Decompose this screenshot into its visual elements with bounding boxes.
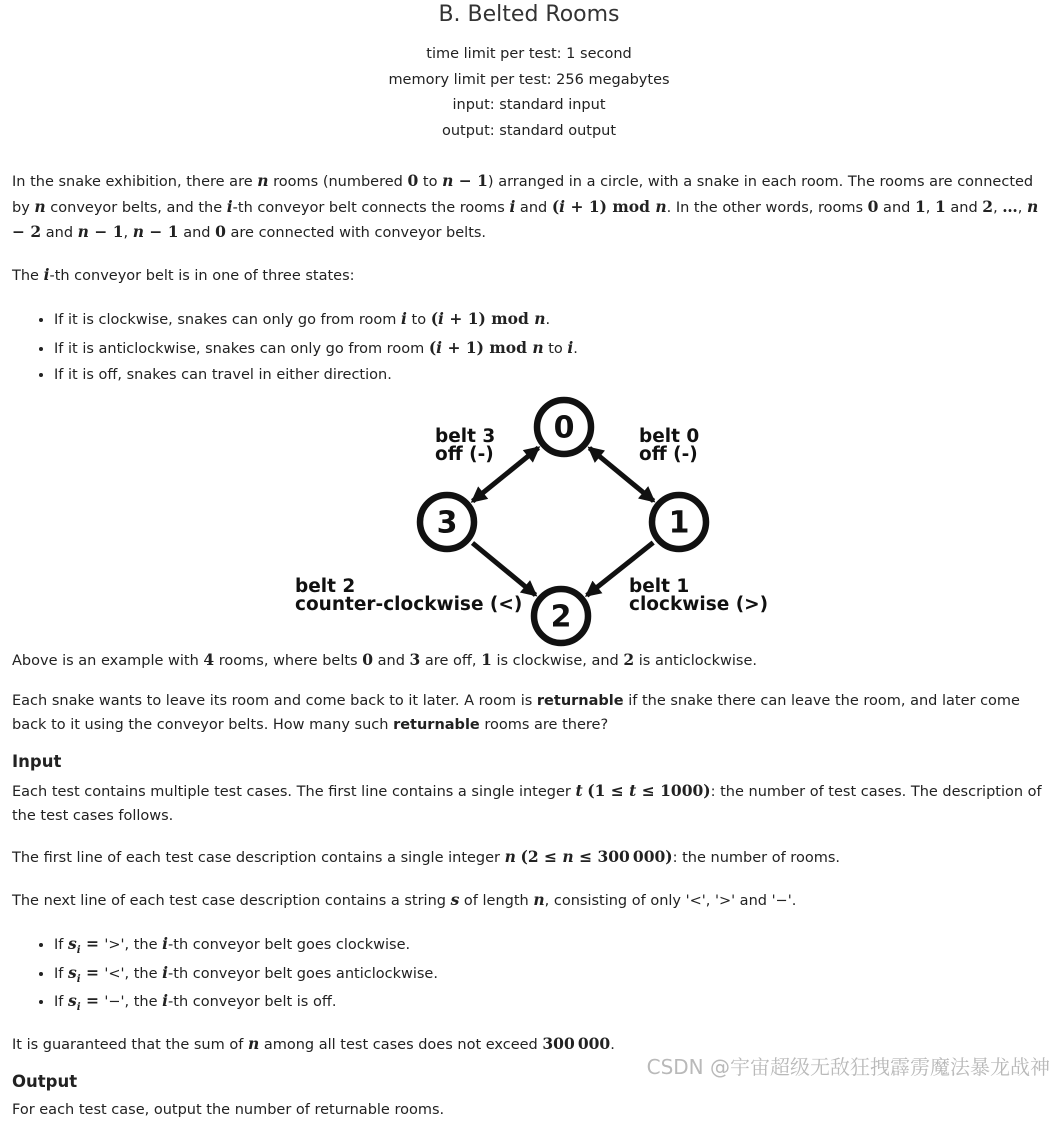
- belt-0-label: [639, 426, 699, 465]
- belt-3-label: [435, 426, 495, 465]
- belt-3-name: belt 3: [435, 425, 496, 447]
- list-item: • If $s_i$ = '−', the i-th conveyor belt is off.: [54, 989, 1046, 1015]
- belt-0-name: belt 0: [639, 425, 700, 447]
- list-item: • If it is clockwise, snakes can only go from room i to (i + 1) mod n.: [54, 307, 1046, 333]
- memory-limit: memory limit per test: 256 megabytes: [388, 71, 670, 88]
- belt-2-state: counter-clockwise (<): [295, 593, 523, 615]
- belt-3-state: off (-): [435, 443, 494, 465]
- statement-paragraph-4: Each snake wants to leave its room and come back to it later. A room is returnable if the snake there can leave the room, and later come back to it using the conveyor belts. How many such returnable rooms are there?: [12, 693, 1020, 733]
- input-paragraph-3: The next line of each test case description contains a string s of length n, consisting of only '<', '>' and '−'.: [12, 889, 797, 909]
- time-limit: time limit per test: 1 second: [426, 46, 632, 62]
- statement-paragraph-2: The i-th conveyor belt is in one of three states:: [12, 264, 355, 284]
- output-paragraph-1: For each test case, output the number of returnable rooms.: [12, 1102, 445, 1118]
- room-3-label: 3: [436, 505, 458, 540]
- input-heading: Input: [12, 752, 62, 771]
- problem-limits: [12, 42, 1046, 144]
- room-2-label: 2: [550, 599, 572, 634]
- input-paragraph-2: The first line of each test case description contains a single integer n (2 ≤ n ≤ 300 000): the number of rooms.: [12, 847, 840, 866]
- list-item: • If it is off, snakes can travel in either direction.: [54, 364, 1046, 388]
- input-file: input: standard input: [452, 97, 606, 113]
- room-1-label: 1: [668, 505, 690, 540]
- list-item: • If it is anticlockwise, snakes can only go from room (i + 1) mod n to i.: [54, 336, 1046, 362]
- statement-paragraph-3: Above is an example with 4 rooms, where belts 0 and 3 are off, 1 is clockwise, and 2 is anticlockwise.: [12, 649, 757, 669]
- problem-title: B. Belted Rooms: [438, 2, 620, 27]
- belt-diagram-figure: [289, 396, 769, 648]
- input-paragraph-1: Each test contains multiple test cases. The first line contains a single integer t (1 ≤ t ≤ 1000): the number of test cases. The description of the test cases follows.: [12, 781, 1042, 824]
- problem-statement: [12, 2, 1046, 1123]
- belt-2-label: [295, 576, 522, 615]
- statement-paragraph-1: In the snake exhibition, there are n rooms (numbered 0 to n − 1) arranged in a circle, with a snake in each room. The rooms are connected by n conveyor belts, and the i-th conveyor belt connects the rooms i and (i + 1) mod n. In the other words, rooms 0 and 1, 1 and 2, …, n − 2 and n − 1, n − 1 and 0 are connected with conveyor belts.: [12, 171, 1039, 241]
- belt-0-state: off (-): [639, 443, 698, 465]
- string-cases-list: [12, 932, 1046, 1015]
- belt-diagram: [289, 396, 769, 648]
- room-0-label: 0: [553, 410, 575, 445]
- list-item: • If $s_i$ = '<', the i-th conveyor belt goes anticlockwise.: [54, 961, 1046, 987]
- input-paragraph-4: It is guaranteed that the sum of n among all test cases does not exceed 300 000.: [12, 1033, 615, 1053]
- belt-2-name: belt 2: [295, 575, 356, 597]
- csdn-watermark: CSDN @宇宙超级无敌狂拽霹雳魔法暴龙战神: [646, 1055, 1050, 1079]
- output-file: output: standard output: [441, 122, 617, 139]
- output-heading: Output: [12, 1072, 78, 1091]
- belt-1-state: clockwise (>): [629, 593, 769, 615]
- list-item: • If $s_i$ = '>', the i-th conveyor belt goes clockwise.: [54, 932, 1046, 958]
- belt-1-label: [629, 576, 768, 615]
- belt-1-name: belt 1: [629, 575, 690, 597]
- belt-states-list: [12, 307, 1046, 388]
- belt-2-arrow: [473, 543, 536, 595]
